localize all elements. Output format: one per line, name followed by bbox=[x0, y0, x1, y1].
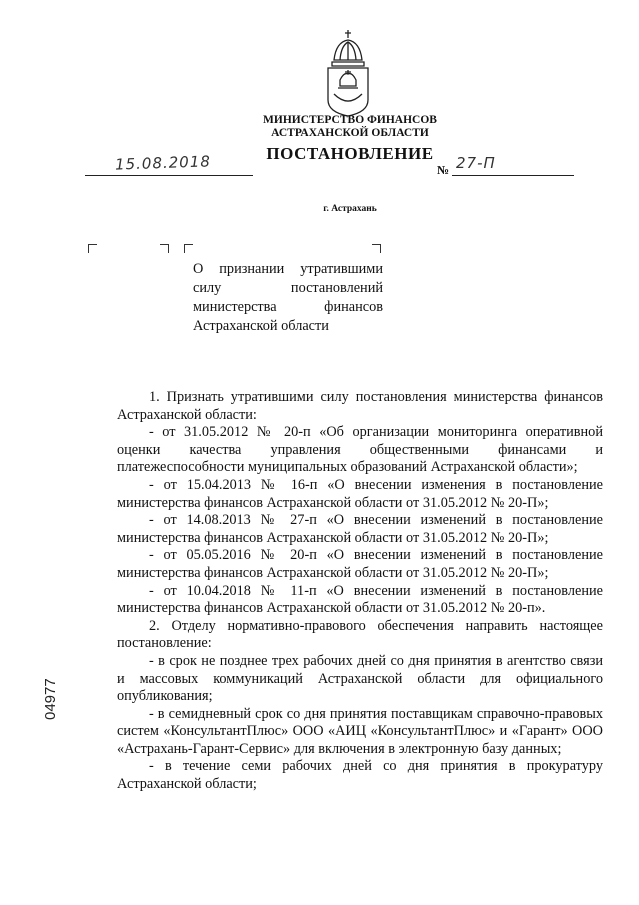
list-item: - в семидневный срок со дня принятия поставщикам справочно-правовых систем «КонсультантПлюс» ООО «АИЦ «КонсультантПлюс» и «Гарант» ООО «Астрахань-Гарант-Сервис» для включения в электронную базу данных; bbox=[117, 705, 603, 757]
number-sign: № bbox=[437, 163, 450, 177]
address-bracket-top-right bbox=[160, 244, 169, 253]
list-item: - от 31.05.2012 № 20-п «Об организации мониторинга оперативной оценки качества управления общественными финансами и платежеспособности муниципальных образований Астраханской области»; bbox=[117, 424, 603, 476]
paragraph-1: 1. Признать утратившими силу постановления министерства финансов Астраханской области: bbox=[117, 389, 603, 423]
document-subject: О признании утратившими силу постановлений министерства финансов Астраханской области bbox=[193, 261, 383, 334]
side-stamp-number: 04977 bbox=[42, 678, 59, 720]
number-field bbox=[452, 156, 574, 176]
document-body bbox=[117, 389, 603, 794]
handwritten-date: 15.08.2018 bbox=[114, 152, 212, 174]
handwritten-number: 27-П bbox=[456, 154, 496, 172]
list-item: - от 14.08.2013 № 27-п «О внесении изменений в постановление министерства финансов Астраханской области от 31.05.2012 № 20-П»; bbox=[117, 512, 603, 546]
list-item: - от 15.04.2013 № 16-п «О внесении изменения в постановление министерства финансов Астраханской области от 31.05.2012 № 20-П»; bbox=[117, 476, 603, 511]
address-bracket-top-left bbox=[88, 244, 97, 253]
ministry-line-1: МИНИСТЕРСТВО ФИНАНСОВ bbox=[263, 114, 437, 126]
list-item: - от 05.05.2016 № 20-п «О внесении изменений в постановление министерства финансов Астраханской области от 31.05.2012 № 20-П»; bbox=[117, 547, 603, 581]
ministry-line-2: АСТРАХАНСКОЙ ОБЛАСТИ bbox=[271, 127, 429, 139]
date-field bbox=[85, 152, 253, 176]
coat-of-arms-icon bbox=[320, 28, 376, 118]
paragraph-2: 2. Отделу нормативно-правового обеспечения направить настоящее постановление: bbox=[117, 617, 603, 652]
ministry-name bbox=[240, 114, 460, 140]
city-label: г. Астрахань bbox=[323, 204, 377, 214]
list-item: - в течение семи рабочих дней со дня принятия в прокуратуру Астраханской области; bbox=[117, 758, 603, 793]
document-type: ПОСТАНОВЛЕНИЕ bbox=[266, 144, 434, 163]
subject-bracket-top-right bbox=[372, 244, 381, 253]
list-item: - от 10.04.2018 № 11-п «О внесении изменений в постановление министерства финансов Астраханской области от 31.05.2012 № 20-п». bbox=[117, 582, 603, 617]
list-item: - в срок не позднее трех рабочих дней со дня принятия в агентство связи и массовых коммуникаций Астраханской области для официального опубликования; bbox=[117, 652, 603, 705]
subject-bracket-top-left bbox=[184, 244, 193, 253]
